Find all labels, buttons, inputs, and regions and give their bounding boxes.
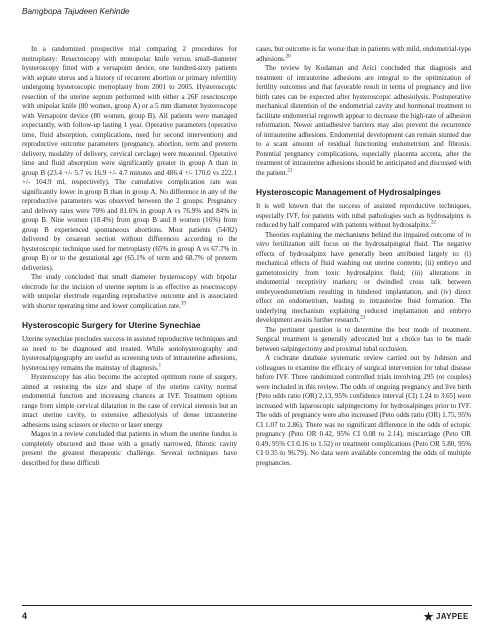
publisher-logo <box>423 611 469 622</box>
citation: 1 <box>158 363 162 369</box>
running-head: Bamgbopa Tajudeen Kehinde <box>22 7 130 16</box>
body-paragraph: cases, but outcome is far worse than in patients with mild, endometrial-type adhesions.$^{20}$ <box>256 45 471 63</box>
right-column <box>256 45 471 468</box>
body-paragraph: Theories explaining the mechanisms behind the impaired outcome of in vitro fertilization still focus on the hydrosalpingeal fluid. The negative effects of hydrosalpinx have generally been attributed largely to: (i) mechanical effects of fluid washing out uterine contents; (ii) embryo and gametotoxicity from toxic hydrosalpinx fluid; (iii) alterations in endometrial receptivity markers; or dwindled cross talk between embryoendometrium resulting in hindered implantation, and (iv) direct effect on endometrium, leading to intrauterine fluid formation. The underlying mechanism explaining reduced implantation and embryo development awaits further research.$^{23}$ <box>256 230 471 324</box>
body-paragraph: The pertinent question is to determine the best mode of treatment. Surgical treatment is generally advocated but a choice has to be made between salpingectomy and proximal tubal occlusion. <box>256 325 471 353</box>
section-heading: Hysteroscopic Management of Hydrosalpinges <box>256 187 441 197</box>
citation: 23 <box>360 315 366 321</box>
footer-rule <box>22 605 472 606</box>
body-paragraph: The study concluded that small diameter hysteroscopy with bipolar electrode for the incision of uterine septum is as effective as resectoscopy with unipolar electrode regarding reproductive outcome and is associated with shorter operating time and lower complication rate.$^{19}$ <box>22 273 237 310</box>
body-paragraph: The review by Kodaman and Arici concluded that diagnosis and treatment of intrauterine adhesions are integral to the optimization of fertility outcomes and that favorable result in terms of pregnancy and live birth rates can be expected after hysteroscopic adhesiolysis. Postoperative mechanical distention of the endometrial cavity and hormonal treatment to facilitate endometrial regrowth appear to decrease the high-rate of adhesion reformation. Newer antiadhesive barriers may also prevent the recurrence of intrauterine adhesions. Endometrial development can remain stunted due to a scant amount of residual functioning endometrium and fibrosis. Potential pregnancy complications, especially placenta accreta, after the treatment of intrauterine adhesions should be anticipated and discussed with the patient.$^{21}$ <box>256 64 471 177</box>
body-paragraph: It is well known that the success of assisted reproductive techniques, especially IVF, for patients with tubal pathologies such as hydrosalpinx is reduced by half compared with patients without hydrosalpinx.$^{22}$ <box>256 202 471 229</box>
citation: 19 <box>180 301 186 307</box>
citation: 21 <box>287 168 293 174</box>
citation: 20 <box>285 54 291 60</box>
citation: 22 <box>430 220 436 226</box>
body-paragraph: A cochrane database systematic review carried out by Johnson and colleagues to examine the efficacy of surgical intervention for tubal disease before IVF. Three randomized controlled trials involving 295 (or couples) were included in this review. The odds of ongoing pregnancy and live birth [Peto odds ratio (OR) 2.13, 95% confidence interval (CI) 1.24 to 3.65] were increased with laparoscopic salpingectomy for hydrosalpinges prior to IVF. The odds of pregnancy were also increased (Peto odds ratio (OR) 1.75, 95% CI 1.07 to 2.86). There was no significant difference in the odds of ectopic pregnancy (Peto OR 0.42, 95% CI 0.08 to 2.14), miscarriage (Peto OR 0.49, 95% CI 0.16 to 1.52) or treatment complications (Peto OR 5.80, 95% CI 0.35 to 96.79). No data were available concerning the odds of multiple pregnancies. <box>256 354 471 467</box>
body-paragraph: Magos in a review concluded that patients in whom the uterine fundus is completely obscured and those with a greatly narrowed, fibrotic cavity present the greatest therapeutic challenge. Several techniques have described for these difficult <box>22 430 237 467</box>
publisher-name: JAYPEE <box>436 612 469 621</box>
left-column <box>22 45 237 468</box>
body-paragraph: In a randomized prospective trial comparing 2 procedures for metroplasty: Resectoscopy with monopolar knife versus small-diameter hysteroscopy fitted with a versapoint device, one hundred-sixty patients with septate uterus and a history of recurrent abortion or primary infertility undergoing hysteroscopic metroplasty from 2001 to 2005. Hysteroscopic resection of the uterine septum performed with either a 26F resectoscope with unipolar knife (80 women, group A) or a 5 mm diameter hysteroscope with Versapoint device (80 women, group B). All patients were managed expectantly, with follow-up lasting 1 year. Operative parameters (operative time, fluid absorption, complications, need for second intervention) and reproductive outcome parameters (pregnancy, abortion, term and preterm delivery, modality of delivery, cervical cerclage) were measured. Operative time and fluid absorption were significantly greater in group A than in group B (23.4 +/- 5.7 vs 16.9 +/- 4.7 minutes and 486.4 +/- 170.0 vs 222.1 +/- 104.9 ml, respectively). The cumulative complication rate was significantly lower in group B than in group A. No difference in any of the reproductive parameters was observed between the 2 groups: Pregnancy and delivery rates were 70% and 81.6% in group A vs 76.9% and 84% in group B. Nine women (18.4%) from group B and 8 women (16%) from group B experienced spontaneous abortions. Most patients (54/82) delivered by cesarean section without differences according to the hysteroscopic technique used for metroplasty (65% in group A vs 67.7% in group B) or to the gestational age (65.1% of term and 68.7% of preterm deliveries). <box>22 45 237 272</box>
body-paragraph: Hysteroscopy has also become the accepted optimum route of surgery, aimed at restoring the size and shape of the uterine cavity, normal endometrial function and increasing chances at IVF. Treatment options range from simple cervical dilatation in the case of cervical stenosis but an intact uterine cavity, to extensive adhesiolysis of dense intrauterine adhesions using scissors or electro or laser energy. <box>22 373 237 429</box>
jaypee-logo-icon <box>423 611 434 622</box>
section-heading: Hysteroscopic Surgery for Uterine Synechiae <box>22 320 201 330</box>
body-paragraph: Uterine synechiae precludes success in assisted reproductive techniques and so need to be diagnosed and treated. While sonohysterography and hysterosalpigography are useful as screening tests of intrauterine adhesions, hysteroscopy remains the mainstay of diagnosis.$^1$ <box>22 335 237 372</box>
page-number: 4 <box>22 611 28 621</box>
